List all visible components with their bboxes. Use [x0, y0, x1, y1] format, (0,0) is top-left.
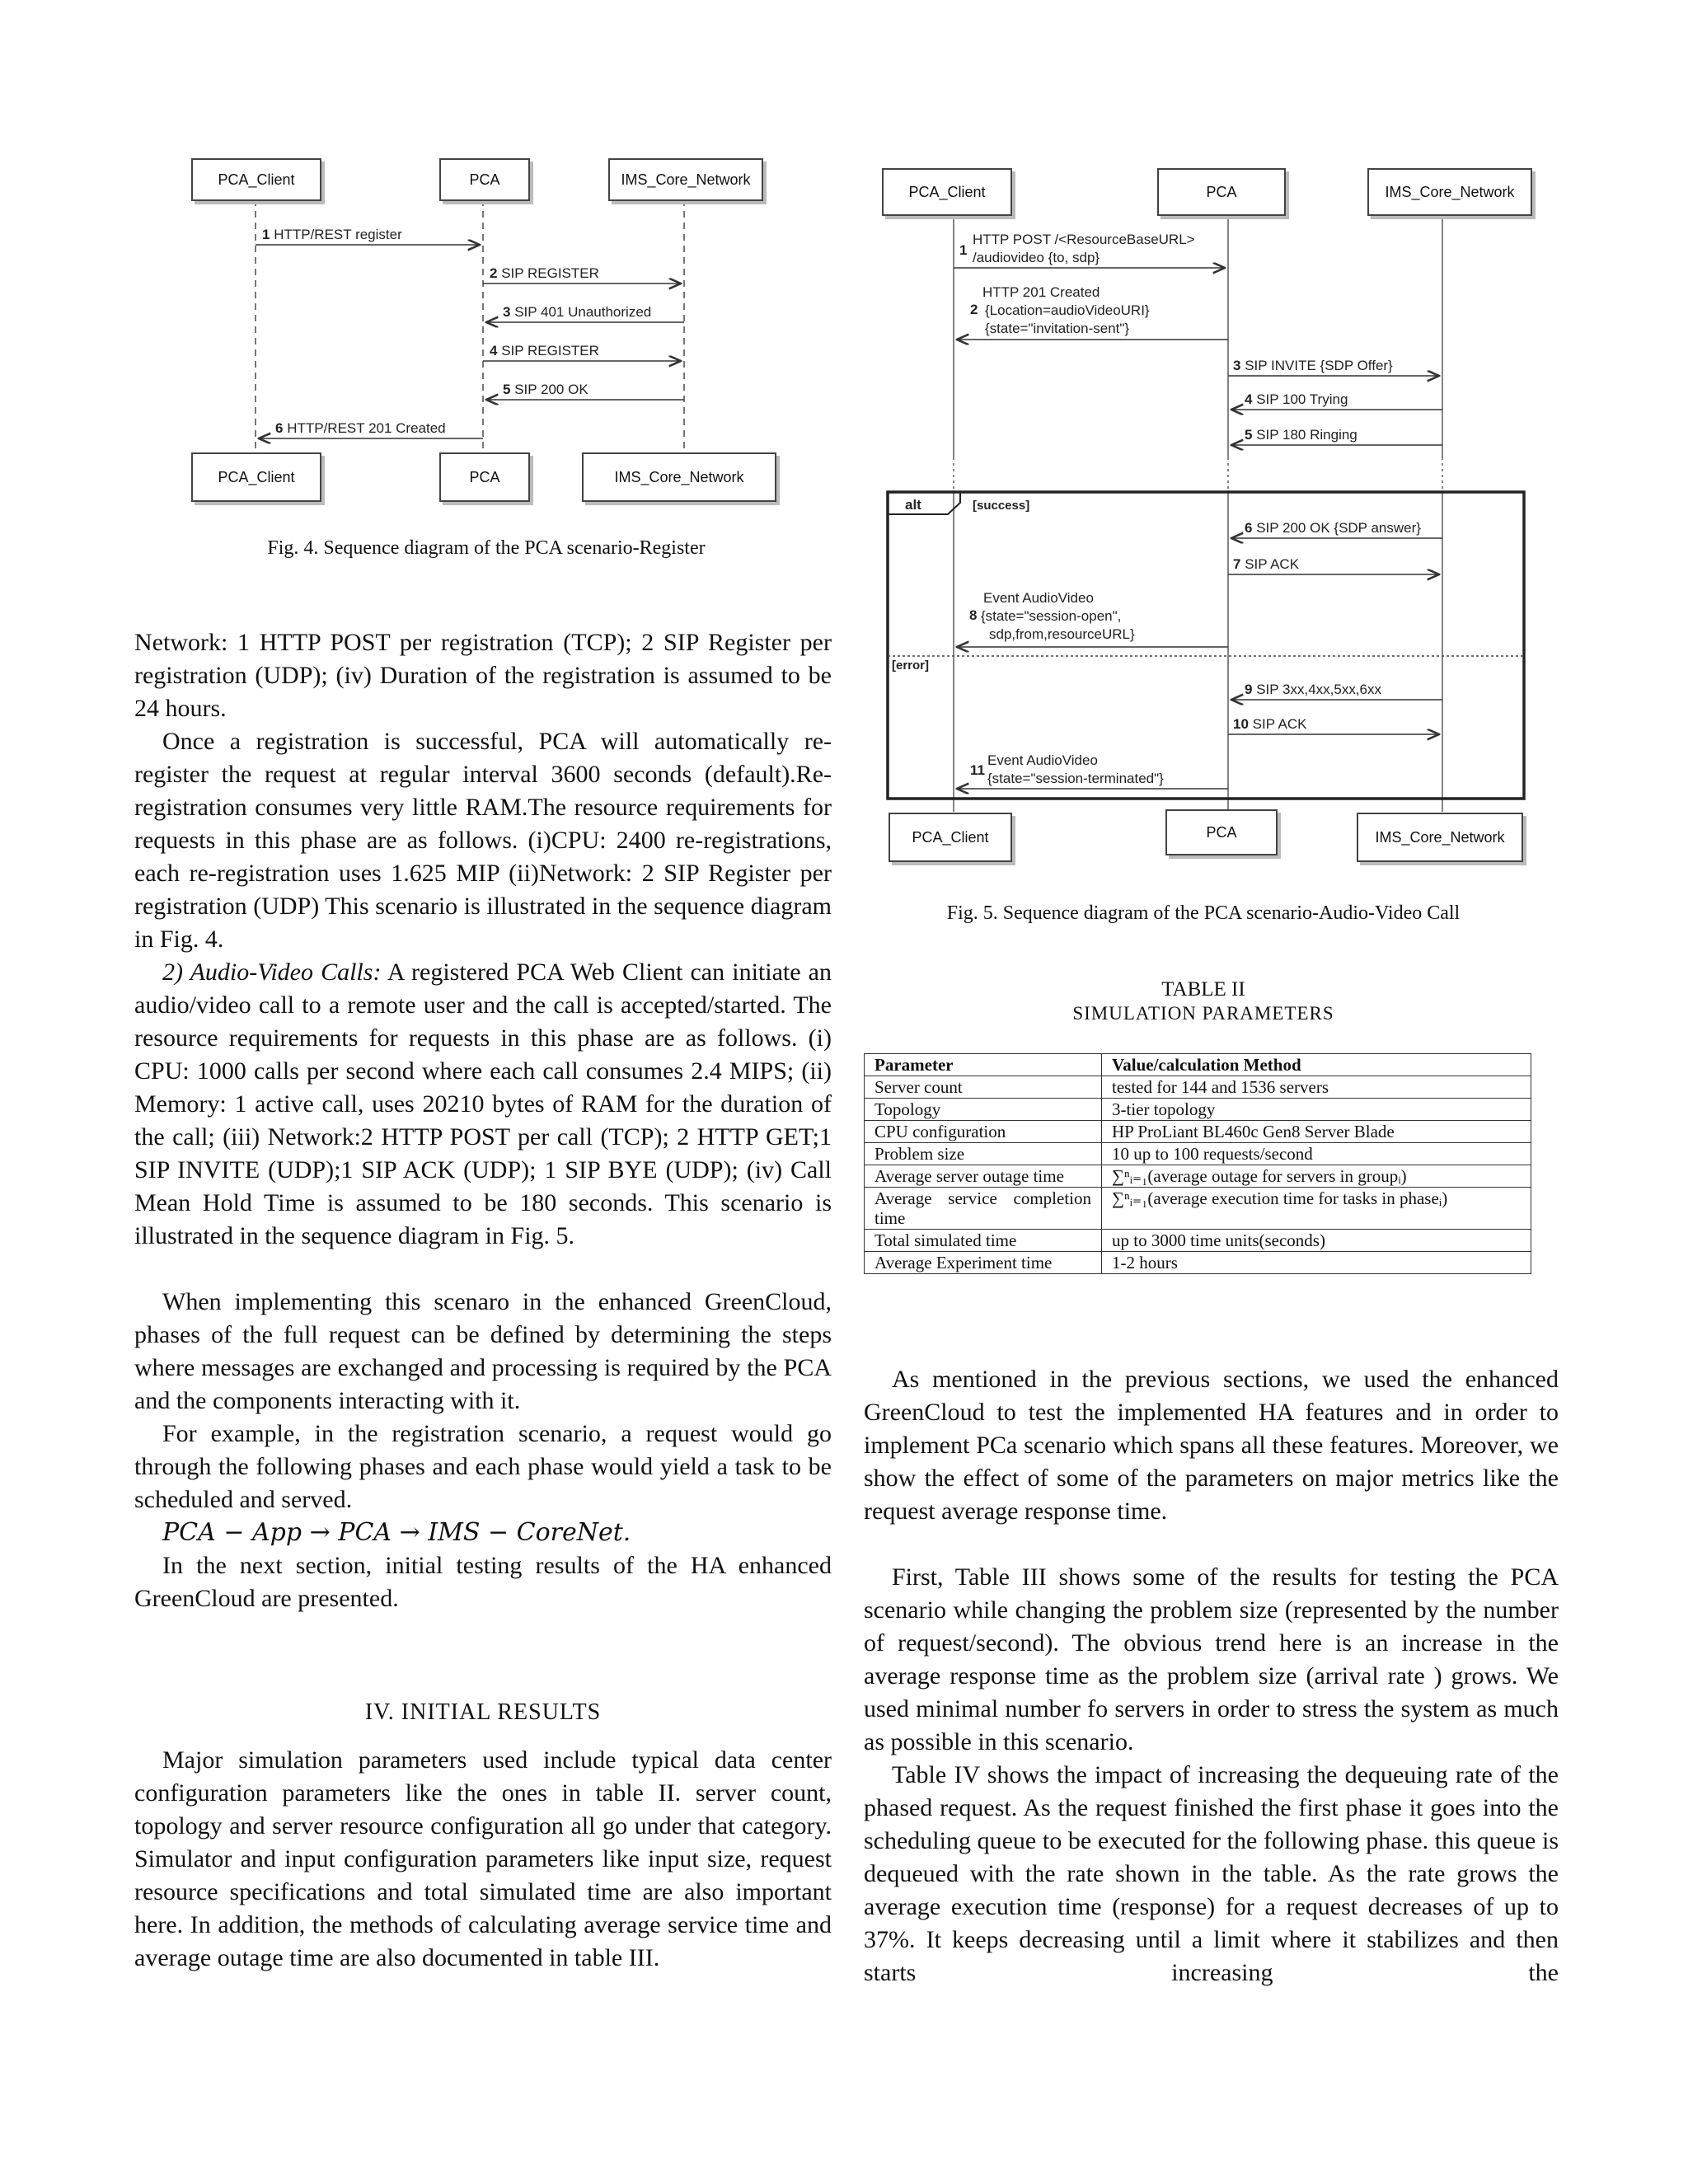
table-header-parameter: Parameter [865, 1054, 1102, 1076]
fig5-msg-1-line1: HTTP POST /<ResourceBaseURL> [973, 232, 1195, 247]
table2-title: TABLE II [1161, 978, 1245, 1001]
audio-video-paragraph [134, 956, 832, 1253]
fig5-msg-2-line1: HTTP 201 Created [982, 284, 1100, 300]
fig4-actor-pca-top: PCA [439, 158, 530, 201]
fig5-msg-2-num: 2 [970, 302, 978, 317]
fig4-msg-1: 1 HTTP/REST register [262, 227, 402, 242]
simulation-parameters-table [864, 1053, 1531, 1274]
right-paragraph-3: Table IV shows the impact of increasing the dequeuing rate of the phased request. As the request finished the first phase it goes into the scheduling queue to be executed for the following phase. this queue is dequeued with the rate shown in the table. As the rate grows the average execution time (response) for a request decreases of up to 37%. It keeps decreasing until a limit where it stabilizes and then starts increasing the [864, 1761, 1559, 1986]
table-cell: HP ProLiant BL460c Gen8 Server Blade [1102, 1121, 1531, 1143]
table-cell: ∑ⁿᵢ₌₁(average outage for servers in groupᵢ) [1102, 1165, 1531, 1188]
table-cell: Average server outage time [865, 1165, 1102, 1188]
table-header-row [865, 1054, 1531, 1076]
table-row [865, 1099, 1531, 1121]
right-paragraph-1: As mentioned in the previous sections, we used the enhanced GreenCloud to test the implemented HA features and in order to implement PCa scenario which spans all these features. Moreover, we show the effect of some of the parameters on major metrics like the request average response time. [864, 1366, 1559, 1525]
table-cell: tested for 144 and 1536 servers [1102, 1076, 1531, 1099]
phase-formula: PCA − App → PCA → IMS − CoreNet. [162, 1518, 631, 1547]
fig5-actor-pca-top: PCA [1157, 168, 1286, 216]
fig5-actor-pca-client-bottom: PCA_Client [889, 813, 1012, 862]
table-row [865, 1121, 1531, 1143]
fig5-msg-6: 6 SIP 200 OK {SDP answer} [1245, 520, 1421, 536]
table-cell: Server count [865, 1076, 1102, 1099]
section-paragraph: Major simulation parameters used include typical data center configuration parameters like the ones in table II. server count, topology and server resource configuration all go under that category. Simulator and input configuration parameters like input size, request resource specifications and total simulated time are also important here. In addition, the methods of calculating average service time and average outage time are also documented in table III. [134, 1746, 832, 1971]
left-paragraph-1: Network: 1 HTTP POST per registration (TCP); 2 SIP Register per registration (UDP); (iv) Duration of the registration is assumed to be 24 hours. [134, 629, 832, 722]
fig5-msg-11-line2: {state="session-terminated"} [987, 771, 1164, 786]
fig5-msg-8-line3: sdp,from,resourceURL} [989, 626, 1135, 642]
fig5-error-guard: [error] [892, 658, 930, 673]
fig4-msg-4: 4 SIP REGISTER [490, 343, 599, 359]
table-row [865, 1076, 1531, 1099]
fig4-msg-5: 5 SIP 200 OK [503, 382, 588, 397]
table-cell: Topology [865, 1099, 1102, 1121]
table2-subtitle: SIMULATION PARAMETERS [1072, 1003, 1334, 1024]
left-paragraph-4: For example, in the registration scenario, a request would go through the following phases and each phase would yield a task to be scheduled and served. [134, 1420, 832, 1513]
table-cell: CPU configuration [865, 1121, 1102, 1143]
fig5-msg-5: 5 SIP 180 Ringing [1245, 427, 1357, 443]
fig5-msg-2-line3: {state="invitation-sent"} [985, 321, 1130, 336]
table-cell: up to 3000 time units(seconds) [1102, 1230, 1531, 1252]
fig5-actor-pca-client-top: PCA_Client [882, 168, 1012, 216]
right-paragraph-2: First, Table III shows some of the results for testing the PCA scenario while changing the problem size (represented by the number of request/second). The obvious trend here is an increase in the average response time as the problem size (arrival rate ) grows. We used minimal number fo servers in order to stress the system as much as possible in this scenario. [864, 1563, 1559, 1755]
audio-video-heading: 2) Audio-Video Calls: [162, 958, 382, 986]
audio-video-text: A registered PCA Web Client can initiate an audio/video call to a remote user and the call is accepted/started. The resource requirements for requests in this phase are as follows. (i) CPU: 1000 calls per second where each call consumes 2.4 MIPS; (ii) Memory: 1 active call, uses 20210 bytes of RAM for the duration of the call; (iii) Network:2 HTTP POST per call (TCP); 2 HTTP GET;1 SIP INVITE (UDP);1 SIP ACK (UDP); 1 SIP BYE (UDP); (iv) Call Mean Hold Time is assumed to be 180 seconds. This scenario is illustrated in the sequence diagram in Fig. 5. [134, 958, 832, 1249]
table-row [865, 1165, 1531, 1188]
fig4-caption: Fig. 4. Sequence diagram of the PCA scenario-Register [267, 537, 706, 559]
fig5-msg-4: 4 SIP 100 Trying [1245, 391, 1348, 407]
fig5-success-guard: [success] [973, 499, 1030, 513]
table-cell: Average service completion time [865, 1188, 1102, 1230]
table-cell: 10 up to 100 requests/second [1102, 1143, 1531, 1165]
fig5-msg-1-num: 1 [959, 242, 968, 258]
table-row [865, 1252, 1531, 1274]
table-row [865, 1143, 1531, 1165]
fig5-msg-2-line2: {Location=audioVideoURI} [985, 302, 1150, 318]
fig5-alt-label: alt [905, 497, 921, 513]
table-cell: Problem size [865, 1143, 1102, 1165]
fig5-actor-pca-bottom: PCA [1165, 809, 1278, 855]
fig5-msg-1-line2: /audiovideo {to, sdp} [973, 250, 1100, 265]
fig5-msg-8-line1: Event AudioVideo [983, 590, 1094, 606]
left-paragraph-5: In the next section, initial testing results of the HA enhanced GreenCloud are presented. [134, 1552, 832, 1612]
fig4-actor-ims-bottom: IMS_Core_Network [582, 452, 776, 502]
left-paragraph-2: Once a registration is successful, PCA will automatically re-register the request at regular interval 3600 seconds (default).Re-registration consumes very little RAM.The resource requirements for requests in this phase are as follows. (i)CPU: 2400 re-registrations, each re-registration uses 1.625 MIP (ii)Network: 2 SIP Register per registration (UDP) This scenario is illustrated in the sequence diagram in Fig. 4. [134, 728, 832, 953]
table-row [865, 1188, 1531, 1230]
fig4-actor-ims-top: IMS_Core_Network [608, 158, 763, 201]
fig5-msg-9: 9 SIP 3xx,4xx,5xx,6xx [1245, 682, 1382, 697]
fig4-actor-pca-client-bottom: PCA_Client [191, 452, 321, 502]
fig5-actor-ims-bottom: IMS_Core_Network [1357, 813, 1523, 862]
fig4-msg-2: 2 SIP REGISTER [490, 265, 599, 281]
fig4-actor-pca-client-top: PCA_Client [191, 158, 321, 201]
fig5-msg-10: 10 SIP ACK [1233, 716, 1307, 732]
table-cell: Total simulated time [865, 1230, 1102, 1252]
table-cell: Average Experiment time [865, 1252, 1102, 1274]
table-cell: 3-tier topology [1102, 1099, 1531, 1121]
table-cell: ∑ⁿᵢ₌₁(average execution time for tasks in phaseᵢ) [1102, 1188, 1531, 1230]
fig5-msg-11-line1: Event AudioVideo [987, 752, 1098, 768]
fig5-msg-8-line2: {state="session-open", [981, 608, 1122, 624]
section-heading: IV. INITIAL RESULTS [364, 1699, 602, 1725]
fig5-msg-11-num: 11 [970, 762, 985, 778]
fig5-actor-ims-top: IMS_Core_Network [1367, 168, 1532, 216]
left-paragraph-3: When implementing this scenaro in the enhanced GreenCloud, phases of the full request can be defined by determining the steps where messages are exchanged and processing is required by the PCA and the components interacting with it. [134, 1288, 832, 1414]
fig5-msg-8-num: 8 [969, 607, 978, 623]
table-cell: 1-2 hours [1102, 1252, 1531, 1274]
fig4-msg-3: 3 SIP 401 Unauthorized [503, 304, 652, 320]
fig5-msg-7: 7 SIP ACK [1233, 556, 1300, 572]
fig5-msg-3: 3 SIP INVITE {SDP Offer} [1233, 358, 1393, 373]
table-header-value: Value/calculation Method [1102, 1054, 1531, 1076]
fig5-caption: Fig. 5. Sequence diagram of the PCA scenario-Audio-Video Call [946, 902, 1461, 924]
fig4-actor-pca-bottom: PCA [439, 452, 530, 502]
fig4-msg-6: 6 HTTP/REST 201 Created [275, 420, 446, 436]
table-row [865, 1230, 1531, 1252]
